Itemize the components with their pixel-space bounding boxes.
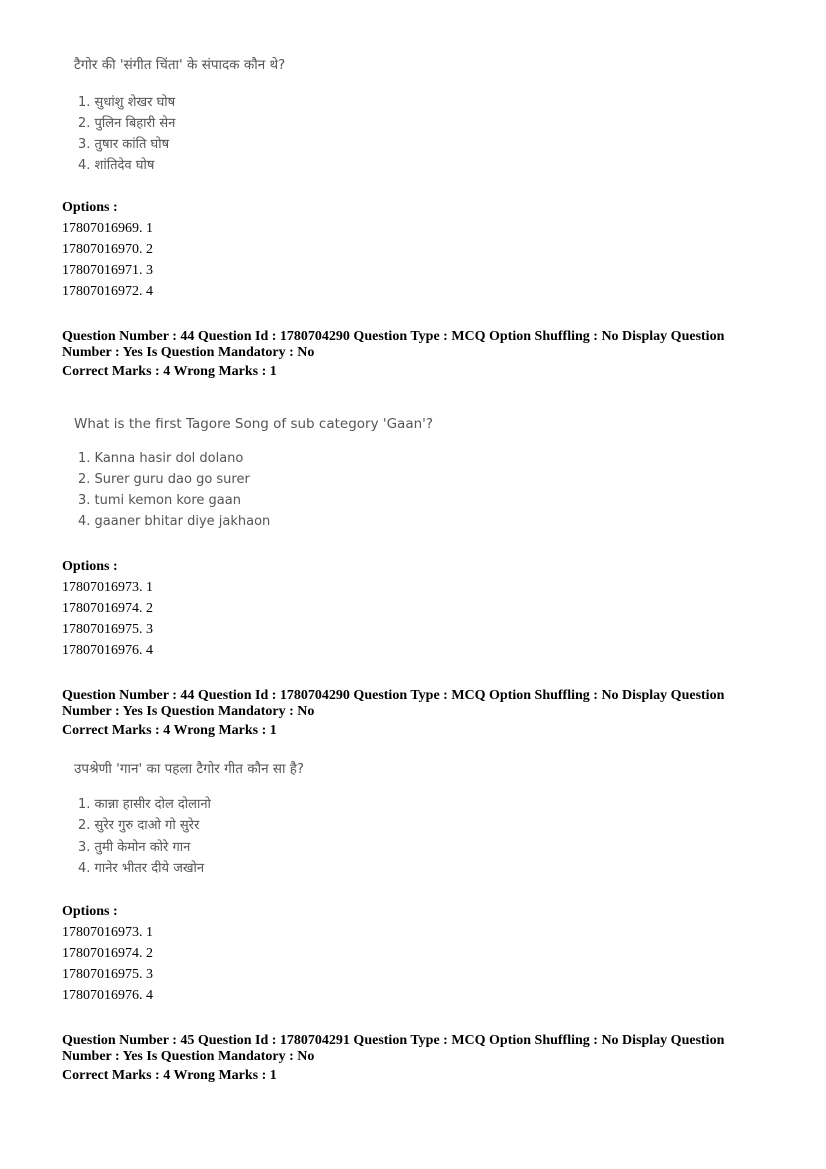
- option-id-3: 17807016975. 3: [62, 622, 153, 637]
- question-choice-1: 1. सुधांशु शेखर घोष: [78, 95, 176, 110]
- question-meta-line-2: Number : Yes Is Question Mandatory : No: [62, 345, 315, 360]
- question-meta-44-hindi: [62, 688, 762, 739]
- question-choice-3: 3. तुमी केमोन कोरे गान: [78, 840, 191, 855]
- options-label: Options :: [62, 200, 118, 215]
- question-image-hindi-1: [62, 50, 362, 175]
- question-choice-2: 2. पुलिन बिहारी सेन: [78, 116, 176, 131]
- question-choice-4: 4. गानेर भीतर दीये जखोन: [78, 861, 205, 876]
- question-choice-1: 1. Kanna hasir dol dolano: [78, 451, 244, 466]
- question-text: उपश्रेणी 'गान' का पहला टैगोर गीत कौन सा है?: [74, 761, 305, 777]
- question-choice-4: 4. gaaner bhitar diye jakhaon: [78, 514, 271, 529]
- question-choice-4: 4. शांतिदेव घोष: [78, 158, 155, 173]
- question-marks: Correct Marks : 4 Wrong Marks : 1: [62, 364, 277, 379]
- question-marks: Correct Marks : 4 Wrong Marks : 1: [62, 723, 277, 738]
- question-meta-line-2: Number : Yes Is Question Mandatory : No: [62, 1049, 315, 1064]
- option-id-1: 17807016973. 1: [62, 580, 153, 595]
- question-image-hindi-2: [62, 752, 382, 880]
- option-id-2: 17807016970. 2: [62, 242, 153, 257]
- question-choice-2: 2. Surer guru dao go surer: [78, 472, 250, 487]
- question-choice-2: 2. सुरेर गुरु दाओ गो सुरेर: [78, 818, 200, 833]
- option-id-3: 17807016971. 3: [62, 263, 153, 278]
- question-choice-3: 3. तुषार कांति घोष: [78, 137, 170, 152]
- option-id-4: 17807016976. 4: [62, 643, 153, 658]
- question-choice-1: 1. कान्ना हासीर दोल दोलानो: [78, 797, 211, 812]
- question-meta-45: [62, 1033, 762, 1084]
- question-meta-line-1: Question Number : 45 Question Id : 1780704291 Question Type : MCQ Option Shuffling : No Display Question: [62, 1033, 725, 1048]
- question-choice-3: 3. tumi kemon kore gaan: [78, 493, 241, 508]
- option-id-4: 17807016972. 4: [62, 284, 153, 299]
- options-label: Options :: [62, 904, 118, 919]
- question-meta-line-2: Number : Yes Is Question Mandatory : No: [62, 704, 315, 719]
- question-meta-line-1: Question Number : 44 Question Id : 1780704290 Question Type : MCQ Option Shuffling : No Display Question: [62, 688, 725, 703]
- question-image-english: [62, 410, 434, 535]
- option-id-1: 17807016973. 1: [62, 925, 153, 940]
- options-label: Options :: [62, 559, 118, 574]
- question-meta-44: [62, 329, 762, 380]
- question-text: टैगोर की 'संगीत चिंता' के संपादक कौन थे?: [74, 57, 286, 73]
- question-marks: Correct Marks : 4 Wrong Marks : 1: [62, 1068, 277, 1083]
- option-id-1: 17807016969. 1: [62, 221, 153, 236]
- question-text: What is the first Tagore Song of sub category 'Gaan'?: [74, 416, 434, 432]
- option-id-2: 17807016974. 2: [62, 601, 153, 616]
- question-meta-line-1: Question Number : 44 Question Id : 1780704290 Question Type : MCQ Option Shuffling : No Display Question: [62, 329, 725, 344]
- option-id-4: 17807016976. 4: [62, 988, 153, 1003]
- option-id-2: 17807016974. 2: [62, 946, 153, 961]
- option-id-3: 17807016975. 3: [62, 967, 153, 982]
